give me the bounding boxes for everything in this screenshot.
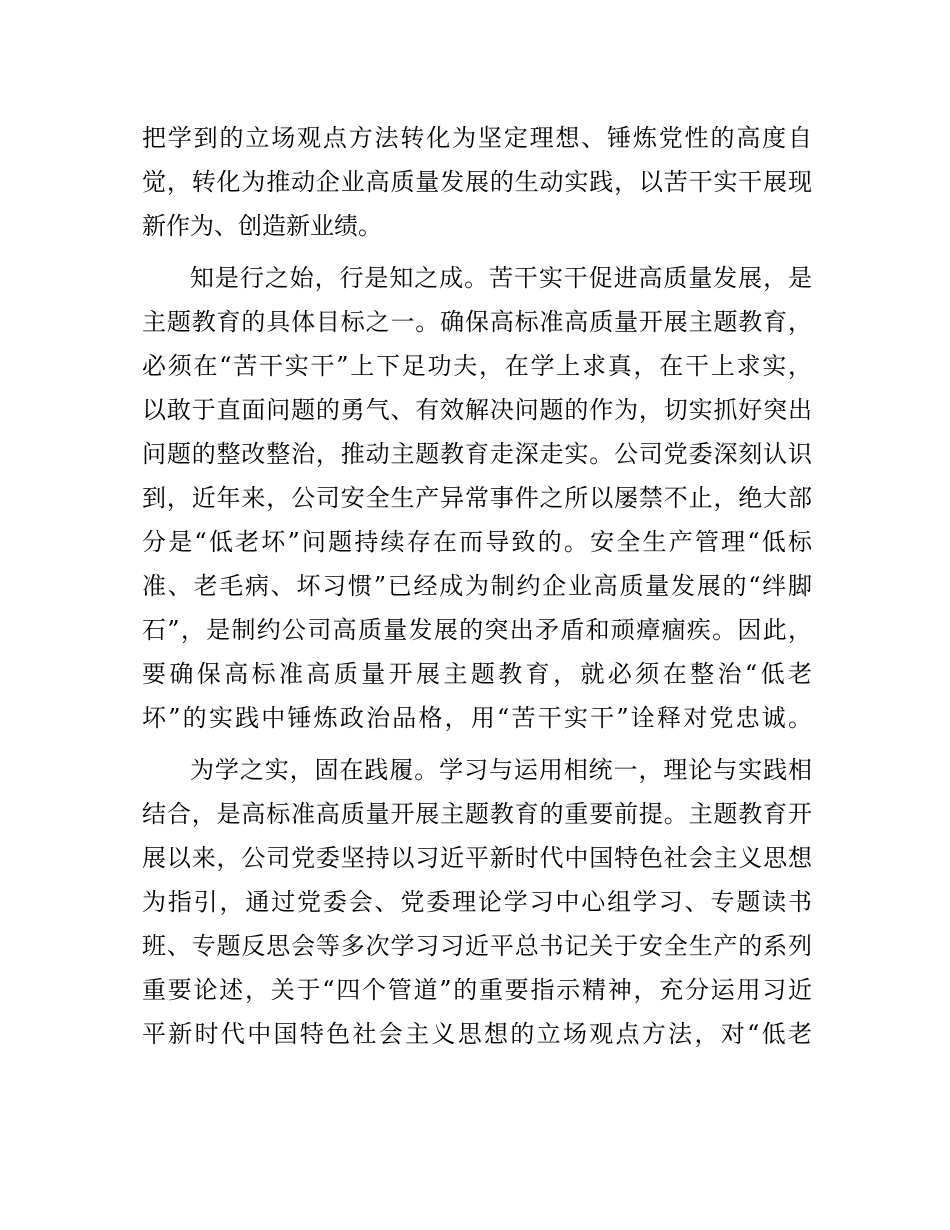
paragraph-2-line-3: 必须在“苦干实干”上下足功夫，在学上求真，在干上求实， [142, 352, 812, 380]
paragraph-2-line-10: 要确保高标准高质量开展主题教育，就必须在整治“低老 [142, 660, 812, 688]
paragraph-2-line-4: 以敢于直面问题的勇气、有效解决问题的作为，切实抓好突出 [142, 396, 812, 424]
paragraph-3-line-7: 平新时代中国特色社会主义思想的立场观点方法，对“低老 [142, 1020, 812, 1048]
paragraph-1-line-1: 把学到的立场观点方法转化为坚定理想、锤炼党性的高度自 [142, 124, 812, 152]
paragraph-2-line-9: 石”，是制约公司高质量发展的突出矛盾和顽瘴痼疾。因此， [142, 616, 812, 644]
paragraph-2-line-8: 准、老毛病、坏习惯”已经成为制约企业高质量发展的“绊脚 [142, 572, 812, 600]
paragraph-2-line-2: 主题教育的具体目标之一。确保高标准高质量开展主题教育， [142, 308, 812, 336]
paragraph-3-line-6: 重要论述，关于“四个管道”的重要指示精神，充分运用习近 [142, 976, 812, 1004]
paragraph-2-line-5: 问题的整改整治，推动主题教育走深走实。公司党委深刻认识 [142, 440, 812, 468]
paragraph-2-line-7: 分是“低老坏”问题持续存在而导致的。安全生产管理“低标 [142, 528, 812, 556]
paragraph-2-line-11: 坏”的实践中锤炼政治品格，用“苦干实干”诠释对党忠诚。 [142, 704, 812, 732]
paragraph-1-line-3: 新作为、创造新业绩。 [142, 212, 382, 240]
paragraph-2-line-1: 知是行之始，行是知之成。苦干实干促进高质量发展，是 [190, 264, 812, 292]
paragraph-1-line-2: 觉，转化为推动企业高质量发展的生动实践，以苦干实干展现 [142, 168, 812, 196]
paragraph-3-line-2: 结合，是高标准高质量开展主题教育的重要前提。主题教育开 [142, 800, 812, 828]
paragraph-3-line-3: 展以来，公司党委坚持以习近平新时代中国特色社会主义思想 [142, 844, 812, 872]
paragraph-3-line-5: 班、专题反思会等多次学习习近平总书记关于安全生产的系列 [142, 932, 812, 960]
paragraph-2-line-6: 到，近年来，公司安全生产异常事件之所以屡禁不止，绝大部 [142, 484, 812, 512]
paragraph-3-line-1: 为学之实，固在践履。学习与运用相统一，理论与实践相 [190, 756, 812, 784]
paragraph-3-line-4: 为指引，通过党委会、党委理论学习中心组学习、专题读书 [142, 888, 812, 916]
